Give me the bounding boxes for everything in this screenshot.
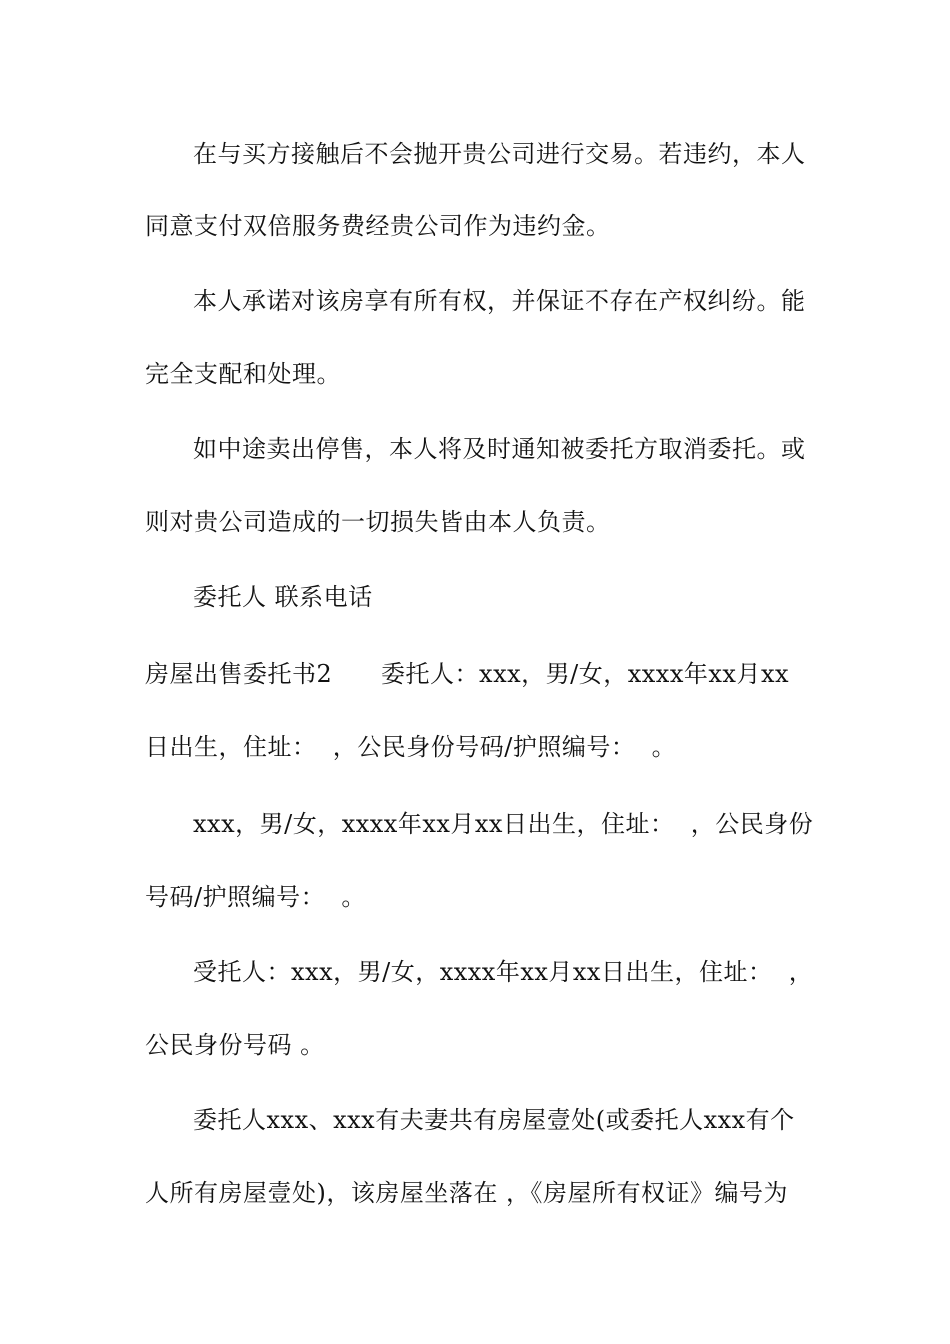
text-line: 号码/护照编号： 。	[145, 883, 366, 911]
text-line: 在与买方接触后不会抛开贵公司进行交易。若违约，本人	[193, 140, 806, 168]
text-line: 受托人：xxx，男/女，xxxx年xx月xx日出生，住址： ，	[193, 958, 814, 986]
text-line: 日出生，住址： ，公民身份号码/护照编号： 。	[145, 733, 677, 761]
text-line: 同意支付双倍服务费经贵公司作为违约金。	[145, 212, 611, 240]
text-line: 本人承诺对该房享有所有权，并保证不存在产权纠纷。能	[193, 287, 806, 315]
text-line: 委托人 联系电话	[193, 583, 373, 611]
text-line: 则对贵公司造成的一切损失皆由本人负责。	[145, 508, 611, 536]
text-line: 完全支配和处理。	[145, 360, 341, 388]
text-line: 公民身份号码 。	[145, 1031, 325, 1059]
text-line: 委托人xxx、xxx有夫妻共有房屋壹处(或委托人xxx有个	[193, 1106, 795, 1134]
section-heading-line: 房屋出售委托书2 委托人：xxx，男/女，xxxx年xx月xx	[145, 660, 790, 688]
text-line: xxx，男/女，xxxx年xx月xx日出生，住址： ，公民身份	[193, 810, 814, 838]
text-line: 人所有房屋壹处)，该房屋坐落在 ，《房屋所有权证》编号为	[145, 1179, 788, 1207]
text-line: 如中途卖出停售，本人将及时通知被委托方取消委托。或	[193, 435, 806, 463]
